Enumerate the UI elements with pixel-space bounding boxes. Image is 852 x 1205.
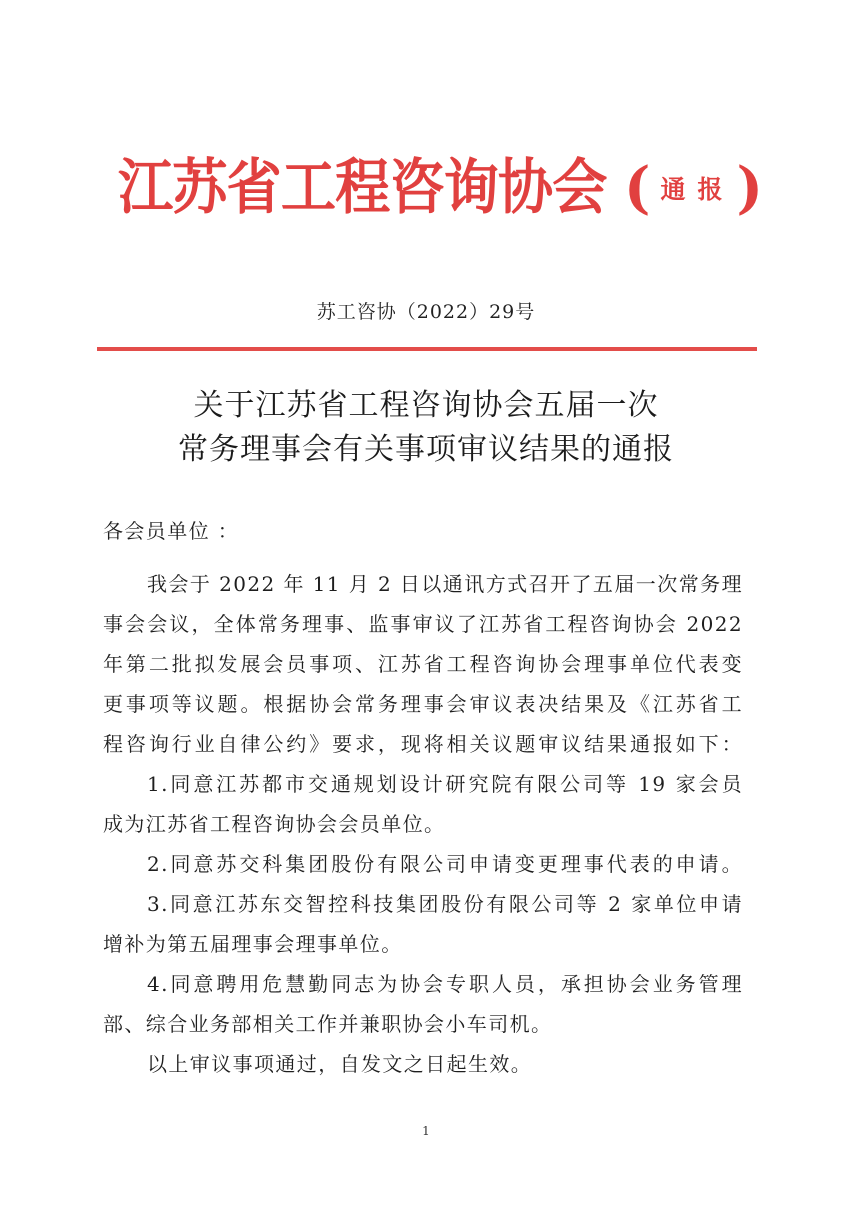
paragraph-intro [103,564,753,764]
red-divider-line [97,347,757,351]
title-line-2: 常务理事会有关事项审议结果的通报 [178,432,674,467]
paragraph-line: 增补为第五届理事会理事单位。 [103,932,403,956]
letterhead [118,148,764,238]
letterhead-org-name: 江苏省工程咨询协会 [118,153,607,223]
spacer [103,551,753,564]
paragraph-line: 更事项等议题。根据协会常务理事会审议表决结果及《江苏省工 [103,692,743,716]
document-number: 苏工咨协（2022）29号 [316,301,536,323]
paragraph-item-4 [103,964,753,1044]
letterhead-paren-open: ( [624,155,651,221]
paragraph-line: 我会于 2022 年 11 月 2 日以通讯方式召开了五届一次常务理 [147,572,743,596]
paragraph-line: 成为江苏省工程咨询协会会员单位。 [103,812,446,836]
paragraph-line: 以上审议事项通过，自发文之日起生效。 [147,1052,533,1076]
paragraph-line: 部、综合业务部相关工作并兼职协会小车司机。 [103,1012,553,1036]
paragraph-line: 年第二批拟发展会员事项、江苏省工程咨询协会理事单位代表变 [103,652,743,676]
paragraph-line: 程咨询行业自律公约》要求，现将相关议题审议结果通报如下： [103,732,743,756]
paragraph-line: 3.同意江苏东交智控科技集团股份有限公司等 2 家单位申请 [147,892,743,916]
paragraph-closing [103,1044,753,1084]
title-line-1: 关于江苏省工程咨询协会五届一次 [193,388,659,423]
salutation: 各会员单位 ： [103,519,240,543]
paragraph-line: 2.同意苏交科集团股份有限公司申请变更理事代表的申请。 [147,852,743,876]
document-body [103,511,753,1084]
paragraph-line: 1.同意江苏都市交通规划设计研究院有限公司等 19 家会员 [147,772,743,796]
letterhead-suffix [624,148,763,228]
paragraph-line: 4.同意聘用危慧勤同志为协会专职人员，承担协会业务管理 [147,972,743,996]
paragraph-item-1 [103,764,753,844]
paragraph-item-2 [103,844,753,884]
letterhead-doc-type: 通报 [660,175,735,204]
letterhead-paren-close: ) [736,155,764,221]
paragraph-line: 事会会议，全体常务理事、监事审议了江苏省工程咨询协会 2022 [103,612,743,636]
document-title [0,384,852,472]
page-number: 1 [422,1124,430,1138]
paragraph-item-3 [103,884,753,964]
